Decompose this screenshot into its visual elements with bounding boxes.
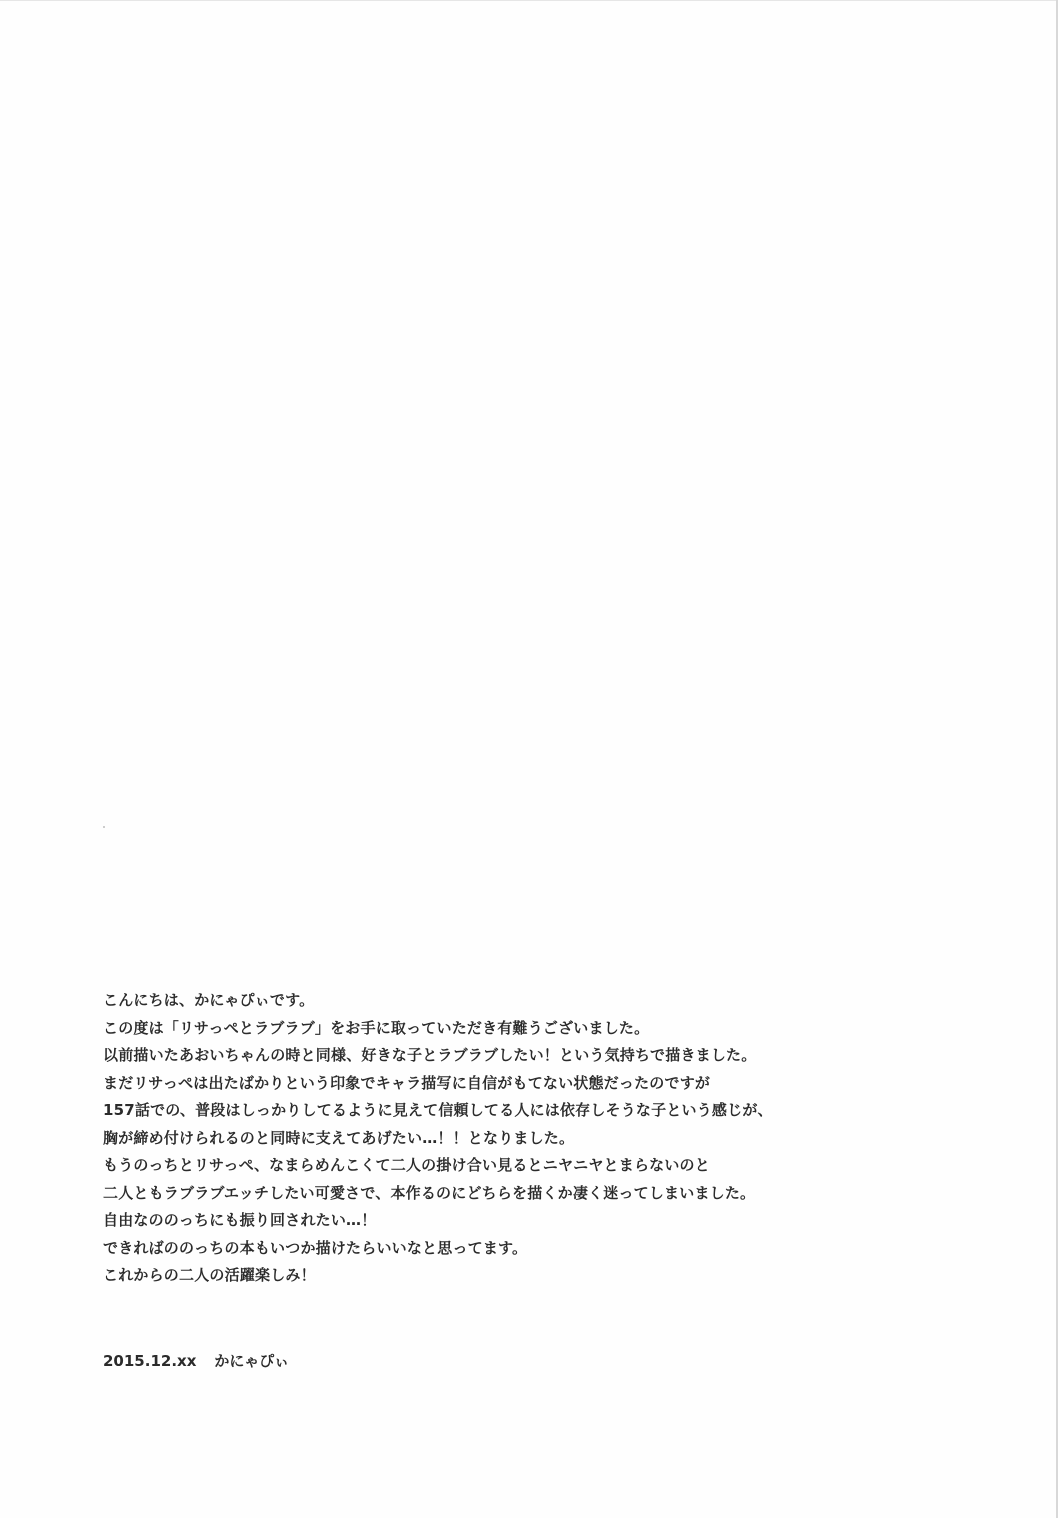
afterword-line: もうのっちとリサっぺ、なまらめんこくて二人の掛け合い見るとニヤニヤとまらないのと bbox=[103, 1156, 710, 1174]
signature-author: かにゃぴぃ bbox=[214, 1352, 290, 1370]
afterword-line: こんにちは、かにゃぴぃです。 bbox=[103, 991, 315, 1009]
afterword-line: できればののっちの本もいつか描けたらいいなと思ってます。 bbox=[103, 1238, 528, 1257]
afterword-line: まだリサっぺは出たばかりという印象でキャラ描写に自信がもてない状態だったのですが bbox=[103, 1073, 711, 1092]
afterword-line: 自由なののっちにも振り回されたい…！ bbox=[103, 1211, 377, 1229]
afterword-text bbox=[103, 987, 1003, 1290]
afterword-line: この度は「リサっぺとラブラブ」をお手に取っていただき有難うございました。 bbox=[103, 1018, 650, 1037]
signature-date: 2015.12.xx bbox=[103, 1352, 197, 1370]
paper-speck bbox=[103, 826, 105, 828]
signature bbox=[103, 1351, 289, 1371]
afterword-line: 二人ともラブラブエッチしたい可愛さで、本作るのにどちらを描くか凄く迷ってしまいました。 bbox=[103, 1183, 756, 1202]
afterword-line: 以前描いたあおいちゃんの時と同様、好きな子とラブラブしたい！という気持ちで描きました。 bbox=[103, 1046, 757, 1064]
page-top-edge bbox=[0, 0, 1058, 1]
afterword-line: これからの二人の活躍楽しみ！ bbox=[103, 1266, 316, 1284]
afterword-line: 157話での、普段はしっかりしてるように見えて信頼してる人には依存しそうな子という感じが、 bbox=[103, 1101, 773, 1119]
afterword-line: 胸が締め付けられるのと同時に支えてあげたい…！！となりました。 bbox=[103, 1128, 575, 1147]
